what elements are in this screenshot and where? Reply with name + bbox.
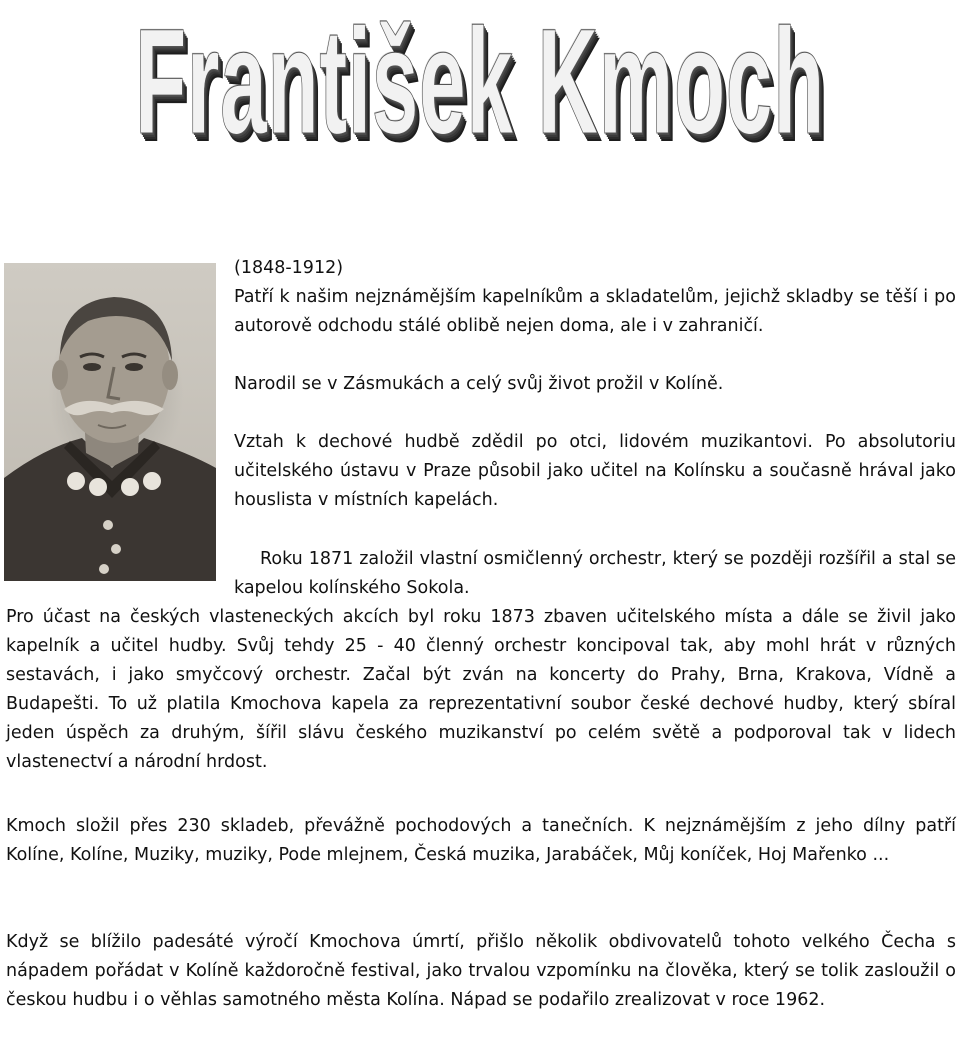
- paragraph-born: Narodil se v Zásmukách a celý svůj život prožil v Kolíně.: [234, 374, 724, 394]
- paragraph-festival: Když se blížilo padesáté výročí Kmochova úmrtí, přišlo několik obdivovatelů tohoto velkého Čecha s nápadem pořádat v Kolíně každoročně festival, jako trvalou vzpomínku na člověka, který se tolik zasloužil o českou hudbu i o věhlas samotného města Kolína. Nápad se podařilo zrealizovat v roce 1962.: [6, 932, 956, 1010]
- paragraph-music: Vztah k dechové hudbě zdědil po otci, lidovém muzikantovi. Po absolutoriu učitelského ústavu v Praze působil jako učitel na Kolínsku a současně hrával jako houslista v místních kapelách.: [234, 432, 956, 510]
- title-banner: [0, 0, 960, 170]
- paragraph-compositions: Kmoch složil přes 230 skladeb, převážně pochodových a tanečních. K nejznámějším z jeho dílny patří Kolíne, Kolíne, Muziky, muziky, Pode mlejnem, Česká muzika, Jarabáček, Můj koníček, Hoj Mařenko ...: [6, 816, 956, 865]
- page-title: František Kmoch: [135, 0, 825, 165]
- paragraph-orchestra-part2: Pro účast na českých vlasteneckých akcích byl roku 1873 zbaven učitelského místa a dále se živil jako kapelník a učitel hudby. Svůj tehdy 25 - 40 členný orchestr koncipoval tak, aby mohl hrát v různých sestavách, i jako smyčcový orchestr. Začal být zván na koncerty do Prahy, Brna, Krakova, Vídně a Budapešti. To už platila Kmochova kapela za reprezentativní soubor české dechové hudby, který sbíral jeden úspěch za druhým, šířil slávu českého muzikanství po celém světě a podporoval tak v lidech vlastenectví a národní hrdost.: [6, 607, 956, 772]
- paragraph-orchestra-part1: Roku 1871 založil vlastní osmičlenný orchestr, který se později rozšířil a stal se kapelou kolínského Sokola.: [234, 549, 956, 598]
- years: (1848-1912): [234, 258, 344, 278]
- portrait-photo: [4, 263, 216, 581]
- intro-summary: Patří k našim nejznámějším kapelníkům a skladatelům, jejichž skladby se těší i po autorově odchodu stálé oblibě nejen doma, ale i v zahraničí.: [234, 287, 956, 336]
- portrait-illustration: [4, 263, 216, 581]
